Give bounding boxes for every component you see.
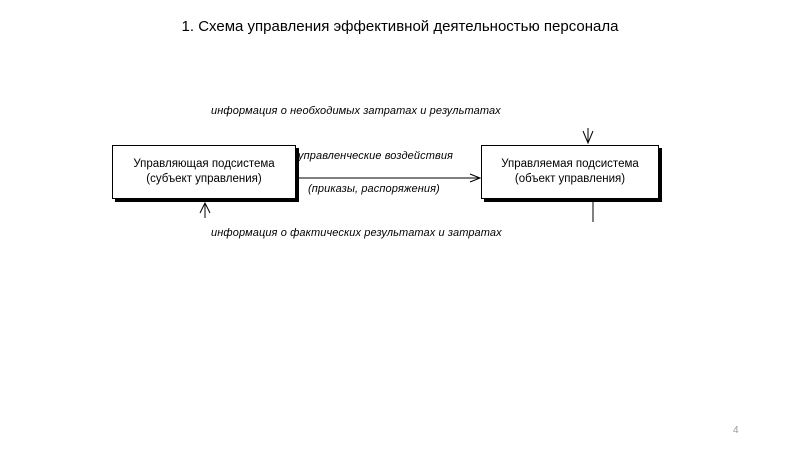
- bottom-info-label: информация о фактических результатах и затратах: [211, 227, 502, 239]
- page-number: 4: [733, 425, 739, 436]
- controlling-subsystem-line2: (субъект управления): [146, 173, 262, 185]
- top-info-label: информация о необходимых затратах и результатах: [211, 105, 501, 117]
- controlled-subsystem-line1: Управляемая подсистема: [501, 158, 639, 170]
- slide-title: 1. Схема управления эффективной деятельностью персонала: [181, 18, 619, 35]
- controlling-subsystem-box: [112, 145, 296, 199]
- forward-label: управленческие воздействия: [298, 150, 454, 162]
- controlling-subsystem-line1: Управляющая подсистема: [133, 158, 275, 170]
- controlled-subsystem-box: [481, 145, 659, 199]
- controlled-subsystem-line2: (объект управления): [514, 173, 626, 185]
- forward-sublabel: (приказы, распоряжения): [308, 183, 440, 195]
